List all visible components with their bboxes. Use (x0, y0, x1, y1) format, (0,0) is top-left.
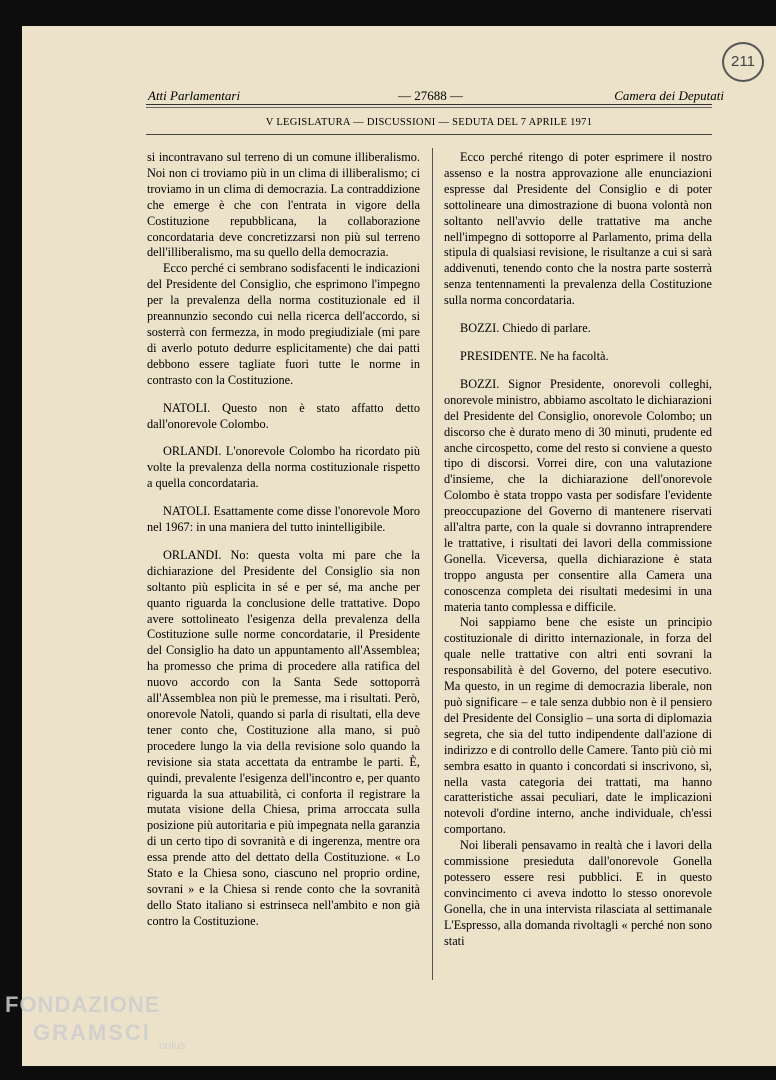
fondazione-gramsci-watermark (5, 992, 185, 1052)
header-left-title: Atti Parlamentari (148, 88, 241, 103)
paragraph: PRESIDENTE. Ne ha facoltà. (460, 348, 609, 363)
paragraph: Ecco perché ritengo di poter esprimere il nostro assenso e la nostra approvazione alle enunciazioni espresse dal Presidente del Consiglio e di poter sottolineare una dimostrazione di buona volontà non soltanto nell'avvio delle trattative ma anche nell'impegno di sottoporre al Parlamento, prima della stipula di qualsiasi revisione, le risultanze a cui si sarà addivenuti, tenendo conto che la nostra parte sosterrà senza tentennamenti la prevalenza della Costituzione sulla norma concordataria. (444, 150, 712, 308)
header-right-title: Camera dei Deputati (614, 88, 724, 103)
left-column (147, 150, 420, 930)
watermark-line-1: FONDAZIONE (5, 992, 161, 1017)
column-divider (432, 148, 433, 980)
header-page-number: — 27688 — (398, 88, 463, 103)
paragraph: BOZZI. Signor Presidente, onorevoli colleghi, onorevole ministro, abbiamo ascoltato le dichiarazioni del Presidente del Consiglio, onorevole Colombo; un discorso che è durato meno di 30 minuti, prudente ed anche circospetto, come del resto si conviene a questo tipo di discorsi. Vorrei dire, con una valutazione d'insieme, che la dichiarazione dell'onorevole Colombo è stata troppo vasta per sodisfare l'evidente preoccupazione del Governo di mantenere riservati all'altra parte, con la quale si dovranno intraprendere le trattative, i risultati dei lavori della commissione Gonella. Viceversa, quella dichiarazione è stata troppo angusta per consentire alla Camera una conoscenza completa dei risultati medesimi in una materia tanto complessa e difficile. (444, 376, 712, 614)
watermark-line-3: onlus (159, 1040, 186, 1052)
paragraph: Noi liberali pensavamo in realtà che i lavori della commissione presieduta dall'onorevole Gonella potessero essere resi pubblici. E in questo convincimento ci aveva indotto lo stesso onorevole Gonella, che in una intervista rilasciata al settimanale L'Espresso, alla domanda rivoltagli « perché non sono stati (444, 838, 712, 948)
paragraph: NATOLI. Questo non è stato affatto detto dall'onorevole Colombo. (147, 400, 420, 431)
paragraph: NATOLI. Esattamente come disse l'onorevole Moro nel 1967: in una maniera del tutto inintelligibile. (147, 504, 420, 535)
session-header: V LEGISLATURA — DISCUSSIONI — SEDUTA DEL 7 APRILE 1971 (265, 117, 593, 128)
paragraph: BOZZI. Chiedo di parlare. (460, 321, 591, 336)
paragraph: Noi sappiamo bene che esiste un principio costituzionale di diritto internazionale, in forza del quale nelle trattative con altri enti sovrani la responsabilità è del Governo, del potere esecutivo. Ma questo, in un regime di democrazia liberale, non può significare – e tale senza dubbio non è il pensiero del Presidente del Consiglio – una sorta di diplomazia segreta, che sia del tutto indipendente dall'azione di indirizzo e di controllo delle Camere. Tanto più ciò mi sembra esatto in quanto i concordati si inscrivono, sì, nella vasta categoria dei trattati, ma hanno caratteristiche assai peculiari, date le implicazioni notevoli d'ordine interno, anche individuale, ch'essi comportano. (444, 615, 712, 837)
session-rule (146, 134, 712, 135)
paragraph: ORLANDI. L'onorevole Colombo ha ricordato più volte la prevalenza della norma costituzionale rispetto a quella concordataria. (147, 444, 420, 491)
paragraph: si incontravano sul terreno di un comune illiberalismo. Noi non ci troviamo più in un clima di illiberalismo; ci troviamo in un clima di democrazia. La contraddizione che emerge è che con l'entrata in vigore della Costituzione repubblicana, la collaborazione concordataria deve concretizzarsi non più sul terreno dell'illiberalismo, ma su quello della democrazia. (147, 150, 420, 260)
paragraph: Ecco perché ci sembrano sodisfacenti le indicazioni del Presidente del Consiglio, che esprimono l'impegno per la prevalenza della norma costituzionale ed il preannunzio secondo cui nella ricerca dell'accordo, si sosterrà con fermezza, in modo pregiudiziale (mi pare di averlo potuto dedurre esplicitamente) che dai patti debbono essere tagliate fuori tutte le norme in contrasto con la Costituzione. (147, 261, 420, 387)
right-column (444, 150, 712, 950)
header-rule-second (146, 107, 712, 108)
header-rule-top (146, 104, 712, 105)
watermark-line-2: GRAMSCI (33, 1020, 151, 1045)
paragraph: ORLANDI. No: questa volta mi pare che la dichiarazione del Presidente del Consiglio sia non soltanto più esplicita in sé e per sé, ma anche per quanto riguarda la conclusione delle trattative. Dopo avere sottolineato l'esigenza della prevalenza della Costituzione sulle norme concordatarie, il Presidente del Consiglio ha dato un appuntamento all'Assemblea; ha promesso che prima di procedere alla ratifica del nuovo accordo con la Santa Sede sottoporrà all'Assemblea non più le premesse, ma i risultati. Però, onorevole Natoli, quando si parla di risultati, ella deve tener conto che, Costituzione alla mano, si può procedere lungo la via della revisione solo quando la revisione sia stata accettata da entrambe le parti. È, quindi, prevalente l'esigenza dell'incontro e, per quanto riguarda la sua attuabilità, ci conforta il registrare la mutata visione della Chiesa, prima arroccata sulla posizione più autoritaria e più impegnata nella garanzia di un certo tipo di sovranità e di ingerenza, mentre ora essa prende atto del dettato della Costituzione. « Lo Stato e la Chiesa sono, ciascuno nel proprio ordine, sovrani » e la Chiesa si rende conto che la sovranità dello Stato italiano si estrinseca nell'ambito e non già contro la Costituzione. (147, 547, 420, 928)
page-number-stamp: 211 (722, 42, 764, 82)
